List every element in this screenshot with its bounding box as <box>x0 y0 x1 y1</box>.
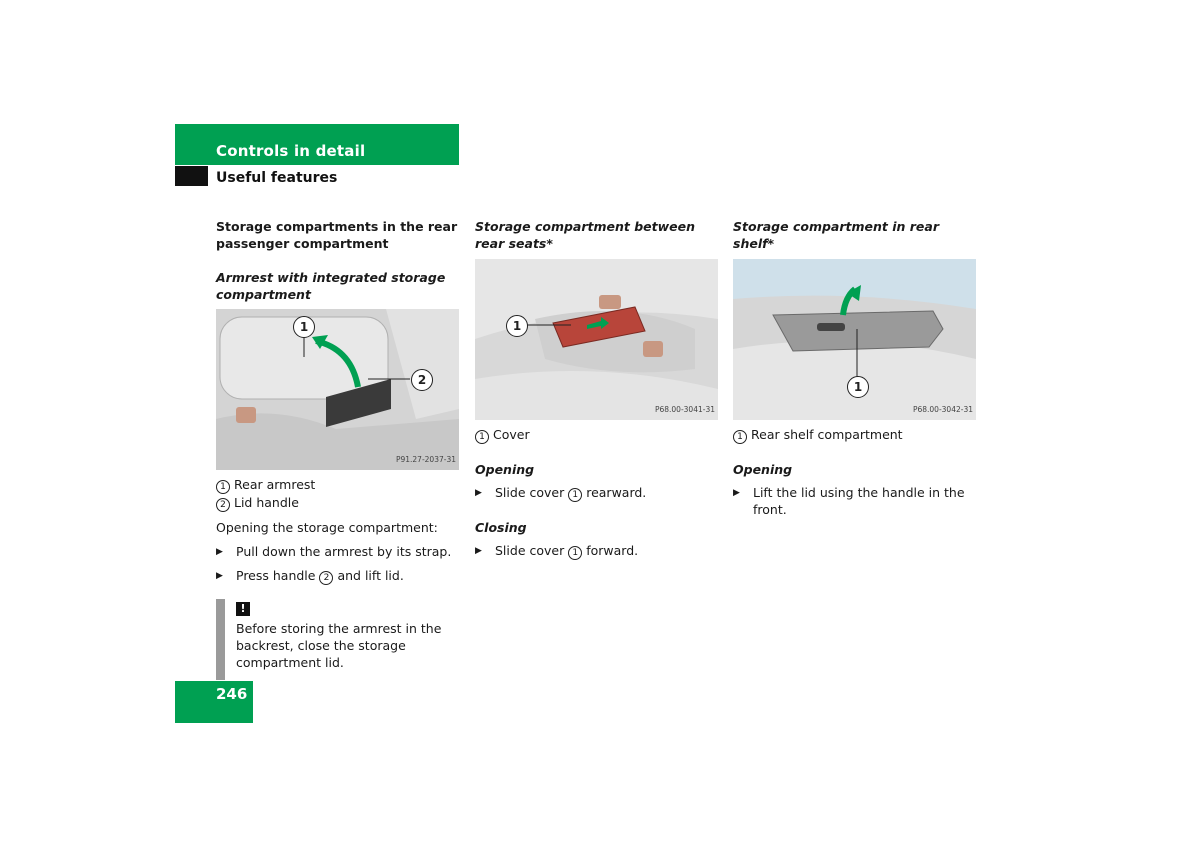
subheading-armrest: Armrest with integrated storage compartment <box>216 270 446 302</box>
heading-rear-shelf: Storage compartment in rear shelf* <box>733 219 939 251</box>
section-title: Controls in detail <box>216 142 366 160</box>
column-between-seats <box>475 218 719 567</box>
figure-code: P91.27-2037-31 <box>395 455 456 464</box>
callout-1: 1 <box>847 376 869 398</box>
subsection-marker <box>175 166 208 186</box>
step-close: ▶ Slide cover 1 forward. <box>475 542 719 560</box>
between-seats-illustration <box>475 259 718 420</box>
figure-code: P68.00-3042-31 <box>912 405 973 414</box>
figure-armrest <box>216 309 459 470</box>
opening-heading: Opening <box>475 462 535 477</box>
column-rear-shelf <box>733 218 977 525</box>
step-open: ▶ Slide cover 1 rearward. <box>475 484 719 502</box>
legend-item: 1 Rear armrest <box>216 476 460 494</box>
legend-armrest <box>216 476 460 512</box>
heading-rear-storage: Storage compartments in the rear passenger compartment <box>216 219 458 251</box>
note-text: Before storing the armrest in the backrest, close the storage compartment lid. <box>236 621 442 670</box>
figure-rear-shelf <box>733 259 976 420</box>
warning-note <box>216 599 460 671</box>
column-armrest <box>216 218 460 671</box>
heading-between-seats: Storage compartment between rear seats* <box>475 219 696 251</box>
opening-heading: Opening <box>733 462 793 477</box>
note-bar <box>216 599 225 680</box>
step-pull-down: ▶ Pull down the armrest by its strap. <box>216 543 460 560</box>
legend-between-seats <box>475 426 719 444</box>
callout-1: 1 <box>506 315 528 337</box>
step-lift-lid: ▶ Lift the lid using the handle in the front. <box>733 484 977 518</box>
figure-code: P68.00-3041-31 <box>654 405 715 414</box>
legend-item: 1 Rear shelf compartment <box>733 426 977 444</box>
closing-heading: Closing <box>475 520 527 535</box>
page-number: 246 <box>216 685 248 703</box>
step-press-handle: ▶ Press handle 2 and lift lid. <box>216 567 460 585</box>
callout-2: 2 <box>411 369 433 391</box>
warning-icon: ! <box>236 602 250 616</box>
legend-item: 1 Cover <box>475 426 719 444</box>
intro-text: Opening the storage compartment: <box>216 520 438 535</box>
figure-between-seats <box>475 259 718 420</box>
legend-item: 2 Lid handle <box>216 494 460 512</box>
legend-rear-shelf <box>733 426 977 444</box>
subsection-title: Useful features <box>216 170 338 186</box>
callout-1: 1 <box>293 316 315 338</box>
